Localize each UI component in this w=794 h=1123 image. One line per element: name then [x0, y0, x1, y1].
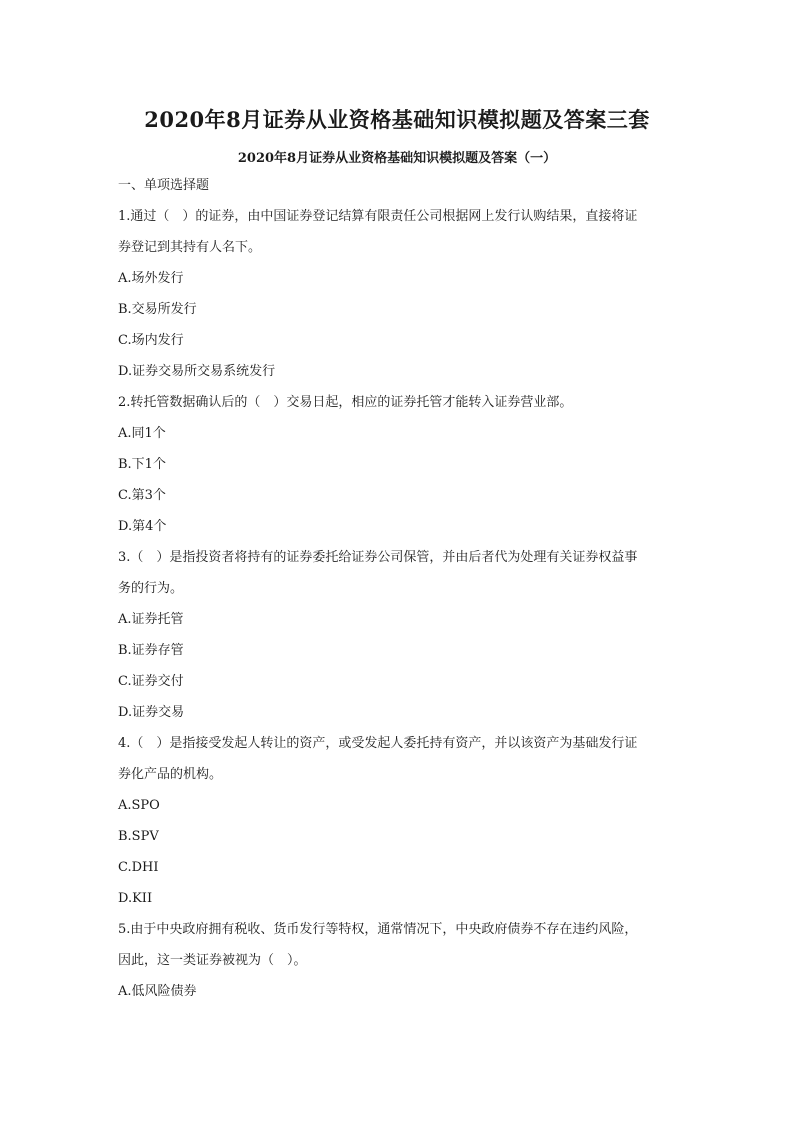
document-title: 2020年8月证券从业资格基础知识模拟题及答案三套 [144, 107, 650, 132]
question-1 [118, 205, 678, 391]
option-d: D.证券交易所交易系统发行 [118, 364, 276, 379]
option-a: A.低风险债券 [118, 984, 197, 999]
option-d: D.证券交易 [118, 705, 185, 720]
question-text: 2.转托管数据确认后的（ ）交易日起，相应的证券托管才能转入证券营业部。 [118, 395, 573, 410]
option-a: A.场外发行 [118, 271, 184, 286]
option-a: A.证券托管 [118, 612, 184, 627]
question-text: 3.（ ）是指投资者将持有的证券委托给证券公司保管，并由后者代为处理有关证券权益事 [118, 550, 638, 565]
question-4 [118, 732, 678, 918]
question-text: 5.由于中央政府拥有税收、货币发行等特权，通常情况下，中央政府债券不存在违约风险， [118, 922, 638, 937]
question-text: 因此，这一类证券被视为（ ）。 [118, 953, 307, 968]
option-b: B.交易所发行 [118, 302, 197, 317]
option-b: B.下1个 [118, 457, 166, 472]
question-text: 券化产品的机构。 [118, 767, 223, 782]
document-subtitle: 2020年8月证券从业资格基础知识模拟题及答案（一） [237, 151, 557, 166]
option-c: C.证券交付 [118, 674, 184, 689]
question-text: 务的行为。 [118, 581, 184, 596]
question-2 [118, 391, 678, 546]
option-d: D.KII [118, 891, 153, 906]
question-3 [118, 546, 678, 732]
option-b: B.SPV [118, 829, 159, 844]
document-body [118, 174, 678, 1011]
section-heading: 一、单项选择题 [118, 178, 210, 193]
option-d: D.第4个 [118, 519, 167, 534]
option-c: C.第3个 [118, 488, 166, 503]
option-a: A.SPO [118, 798, 160, 813]
option-c: C.DHI [118, 860, 159, 875]
option-a: A.同1个 [118, 426, 166, 441]
option-b: B.证券存管 [118, 643, 184, 658]
question-text: 券登记到其持有人名下。 [118, 240, 262, 255]
option-c: C.场内发行 [118, 333, 184, 348]
question-text: 4.（ ）是指接受发起人转让的资产，或受发起人委托持有资产，并以该资产为基础发行证 [118, 736, 638, 751]
question-text: 1.通过（ ）的证券，由中国证券登记结算有限责任公司根据网上发行认购结果，直接将证 [118, 209, 638, 224]
question-5 [118, 918, 678, 1011]
